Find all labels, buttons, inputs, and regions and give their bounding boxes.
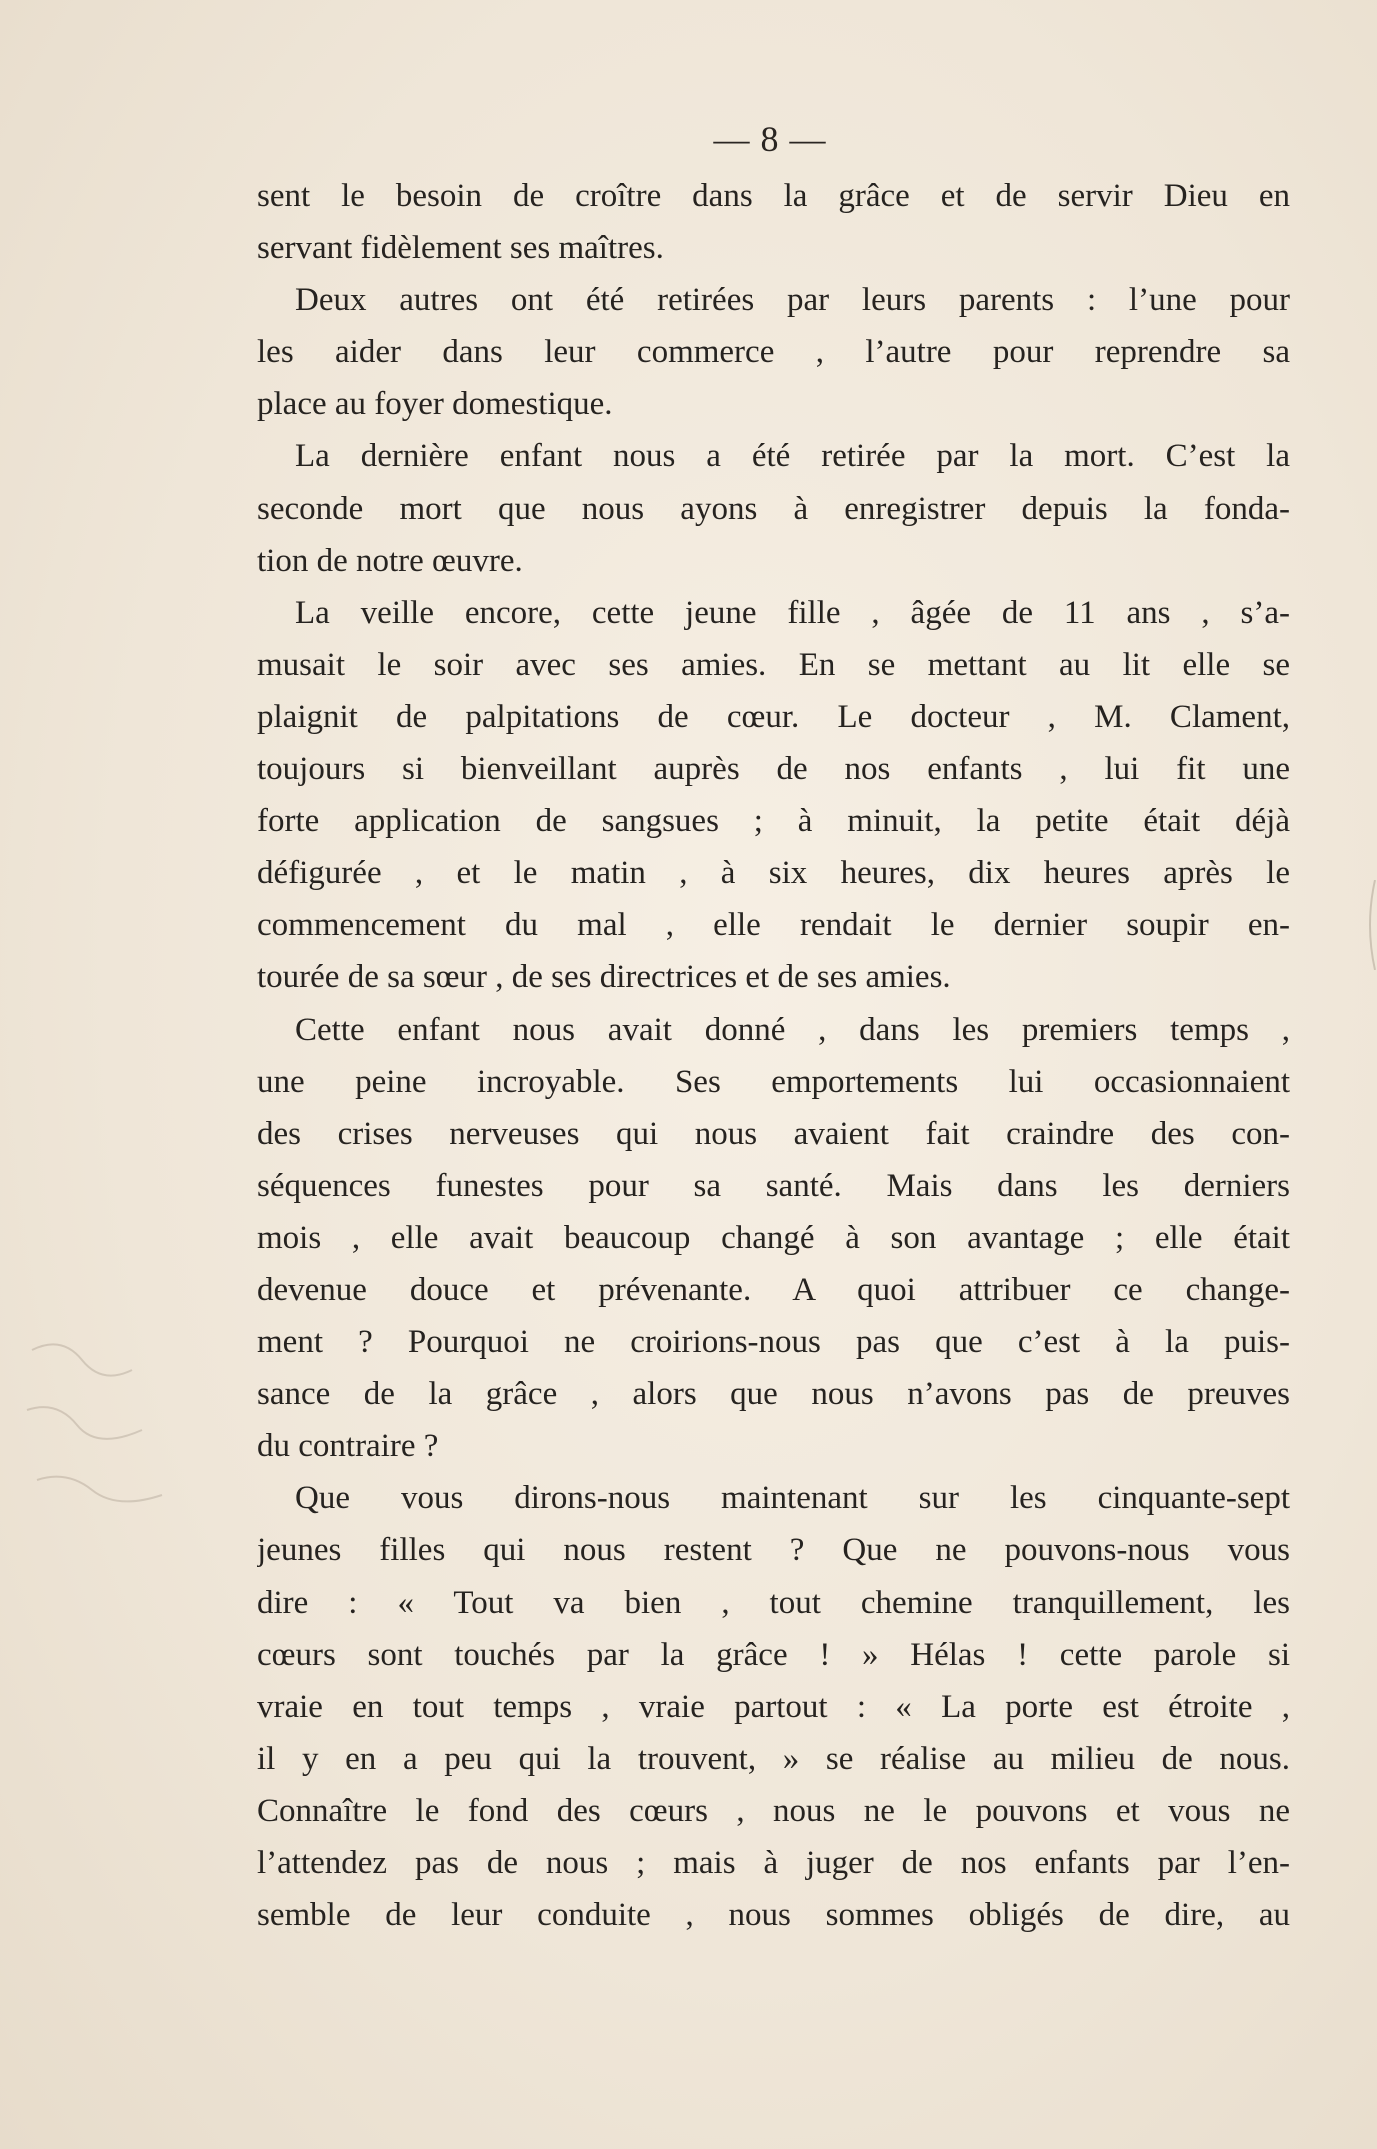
body-text (257, 170, 1290, 1941)
text-line: les aider dans leur commerce , l’autre pour reprendre sa (257, 334, 1290, 371)
text-line: dire : « Tout va bien , tout chemine tranquillement, les (257, 1584, 1290, 1621)
text-line: musait le soir avec ses amies. En se mettant au lit elle se (257, 646, 1290, 683)
text-line: il y en a peu qui la trouvent, » se réalise au milieu de nous. (257, 1740, 1290, 1777)
text-line: seconde mort que nous ayons à enregistrer depuis la fonda- (257, 490, 1290, 527)
text-line: vraie en tout temps , vraie partout : « La porte est étroite , (257, 1688, 1290, 1725)
margin-bleed-through (22, 1330, 172, 1530)
text-line: commencement du mal , elle rendait le dernier soupir en- (257, 907, 1290, 944)
text-line: jeunes filles qui nous restent ? Que ne pouvons-nous vous (257, 1532, 1290, 1569)
text-line: Que vous dirons-nous maintenant sur les cinquante-sept (295, 1480, 1290, 1517)
text-line: Connaître le fond des cœurs , nous ne le pouvons et vous ne (257, 1792, 1290, 1829)
text-line: tion de notre œuvre. (257, 542, 523, 579)
text-line: La dernière enfant nous a été retirée par la mort. C’est la (295, 438, 1290, 475)
text-line: des crises nerveuses qui nous avaient fait craindre des con- (257, 1115, 1290, 1152)
text-line: mois , elle avait beaucoup changé à son avantage ; elle était (257, 1219, 1290, 1256)
text-line: semble de leur conduite , nous sommes obligés de dire, au (257, 1897, 1290, 1934)
text-line: Cette enfant nous avait donné , dans les premiers temps , (295, 1011, 1290, 1048)
text-line: l’attendez pas de nous ; mais à juger de nos enfants par l’en- (257, 1845, 1290, 1881)
text-line: cœurs sont touchés par la grâce ! » Hélas ! cette parole si (257, 1636, 1290, 1673)
page-edge-mark (1363, 880, 1377, 970)
text-line: une peine incroyable. Ses emportements lui occasionnaient (257, 1063, 1290, 1100)
text-line: place au foyer domestique. (257, 386, 613, 423)
text-line: Deux autres ont été retirées par leurs parents : l’une pour (295, 282, 1290, 319)
page-number: — 8 — (713, 119, 827, 159)
text-line: La veille encore, cette jeune fille , âgée de 11 ans , s’a- (295, 594, 1290, 631)
text-line: du contraire ? (257, 1428, 439, 1465)
text-line: forte application de sangsues ; à minuit, la petite était déjà (257, 803, 1290, 840)
text-line: défigurée , et le matin , à six heures, dix heures après le (257, 855, 1290, 892)
text-line: sance de la grâce , alors que nous n’avons pas de preuves (257, 1376, 1290, 1413)
text-line: toujours si bienveillant auprès de nos enfants , lui fit une (257, 751, 1290, 788)
text-line: sent le besoin de croître dans la grâce et de servir Dieu en (257, 178, 1290, 214)
text-line: tourée de sa sœur , de ses directrices et de ses amies. (257, 959, 951, 996)
text-line: séquences funestes pour sa santé. Mais dans les derniers (257, 1167, 1290, 1204)
text-line: servant fidèlement ses maîtres. (257, 230, 664, 267)
text-line: plaignit de palpitations de cœur. Le docteur , M. Clament, (257, 698, 1290, 735)
text-line: devenue douce et prévenante. A quoi attribuer ce change- (257, 1271, 1290, 1308)
text-line: ment ? Pourquoi ne croirions-nous pas que c’est à la puis- (257, 1324, 1290, 1361)
